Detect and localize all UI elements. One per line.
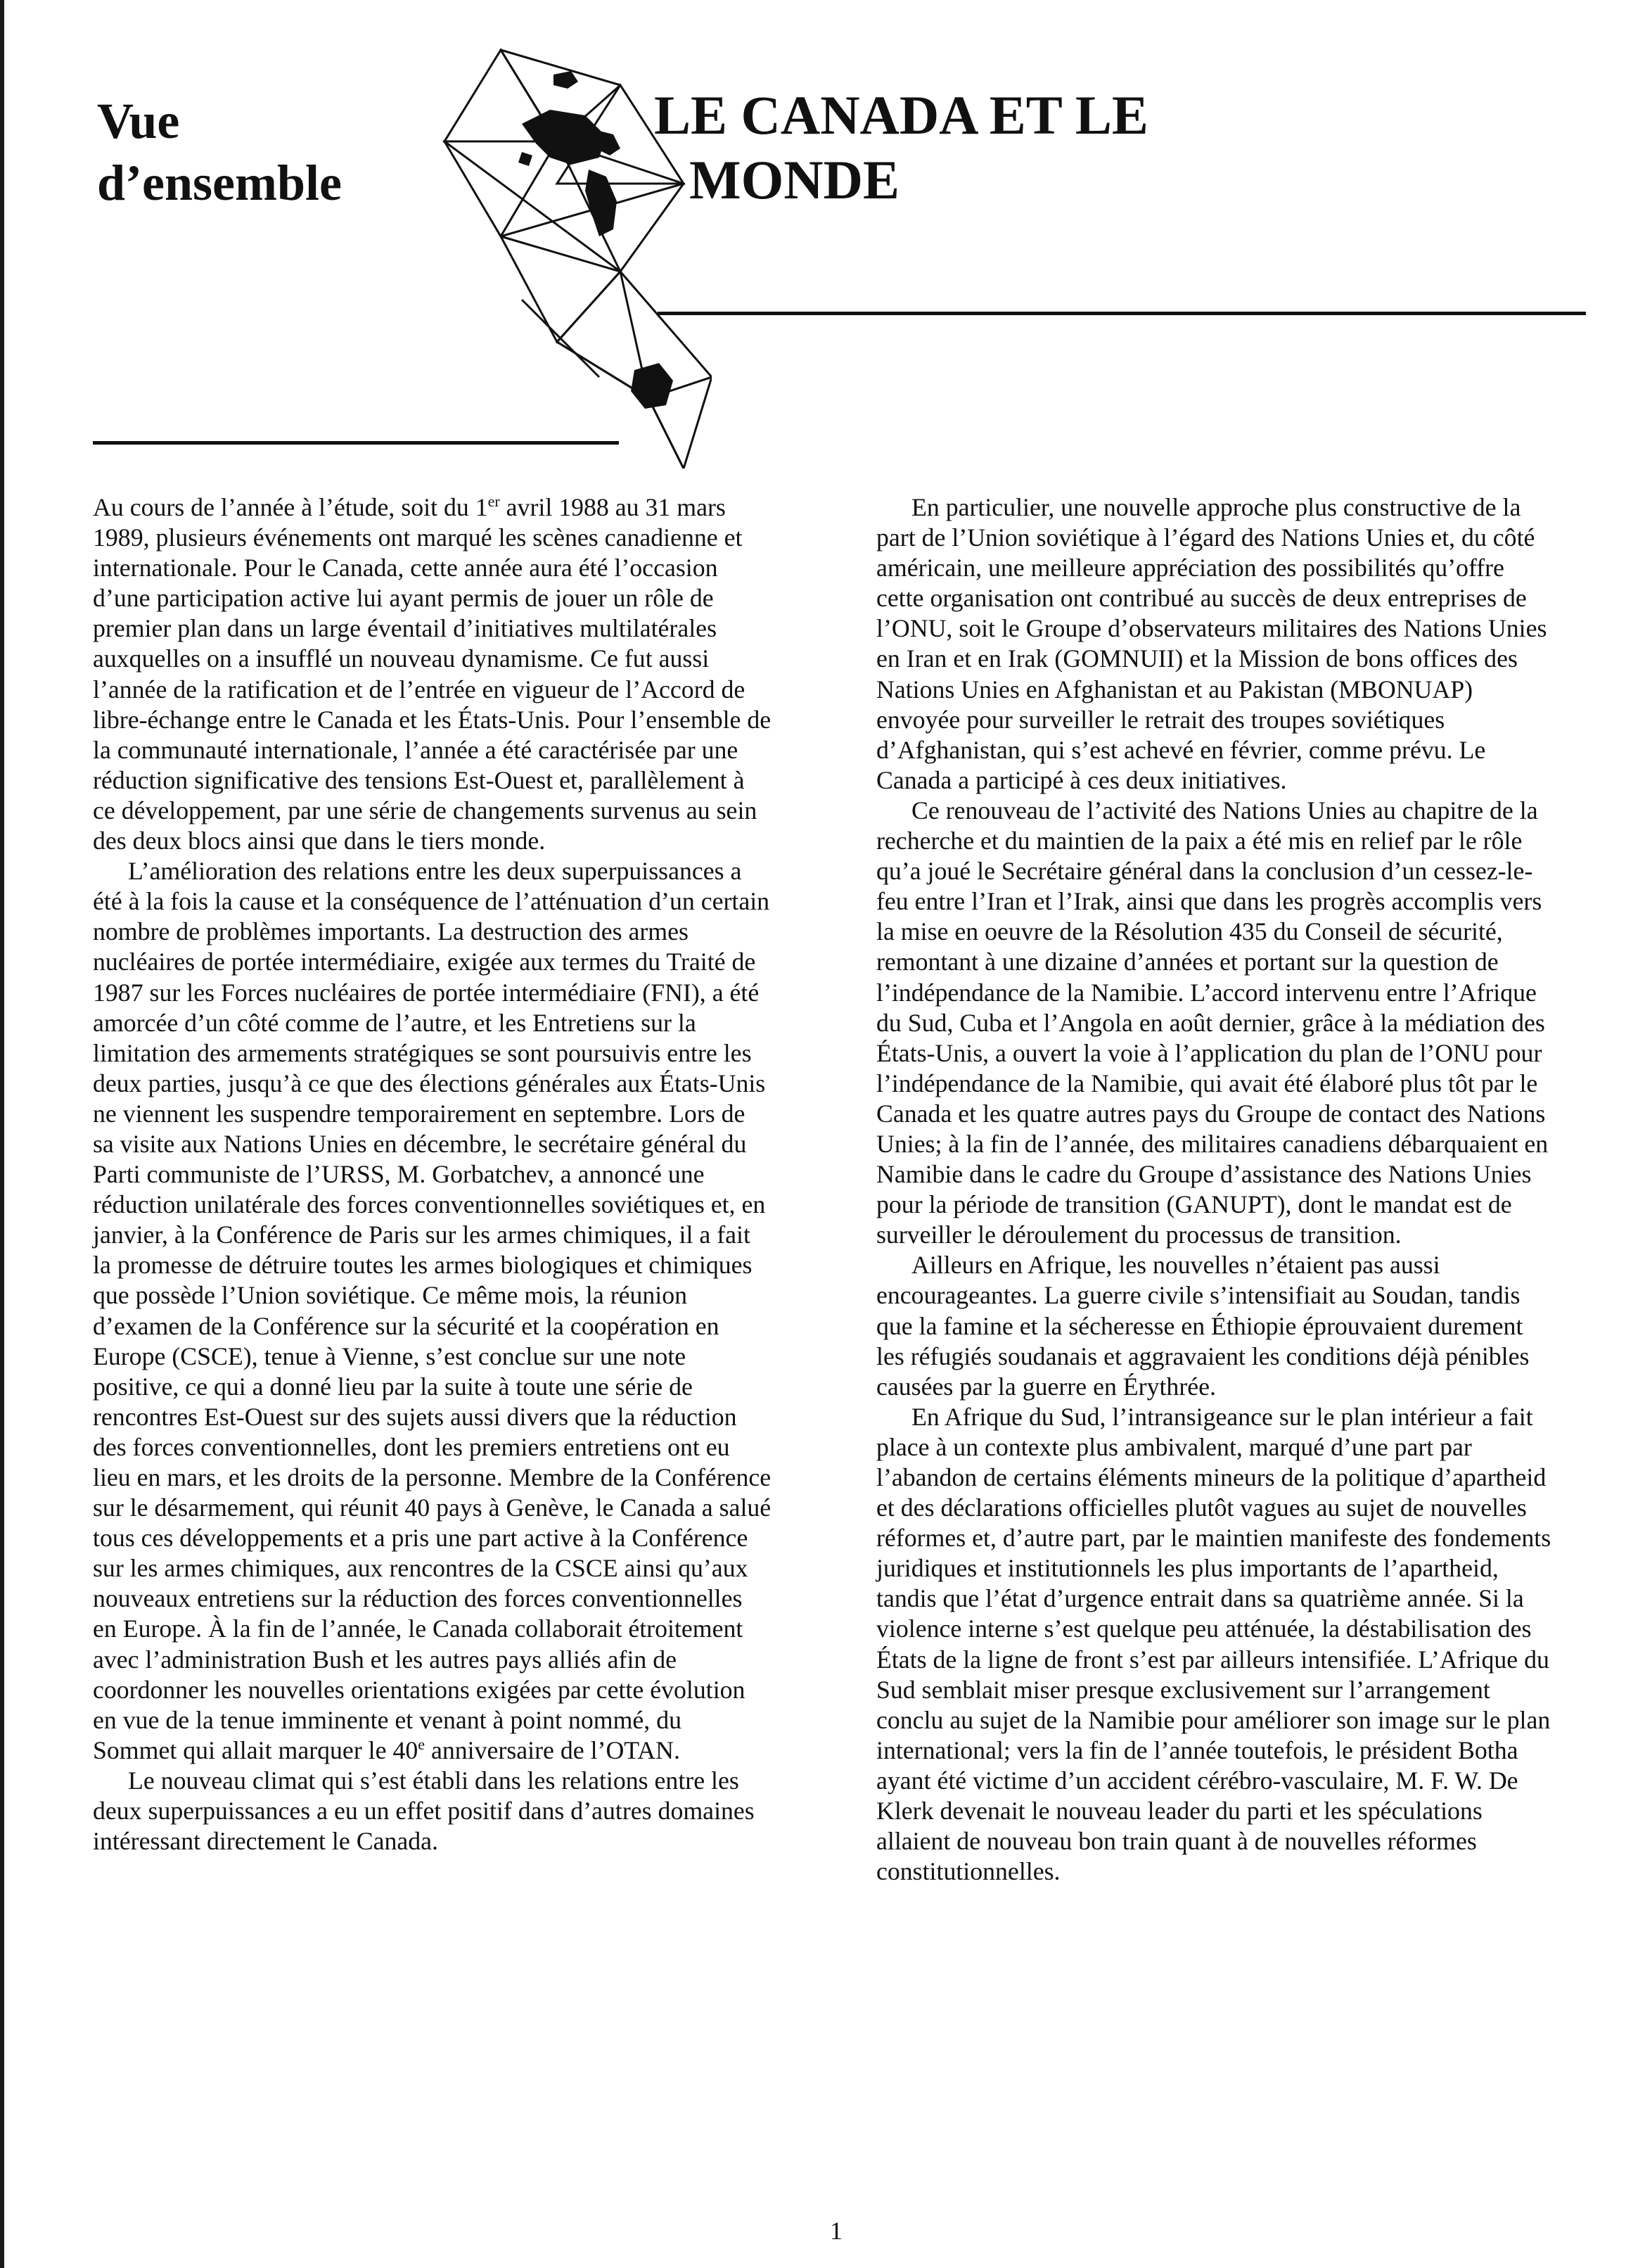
section-label-line2: d’ensemble — [97, 155, 342, 211]
title-rule — [658, 312, 1586, 315]
section-label-line1: Vue — [97, 93, 180, 149]
page-number: 1 — [830, 2217, 843, 2245]
section-label — [97, 90, 342, 214]
section-rule — [93, 441, 619, 445]
paragraph-text: anniversaire de l’OTAN. — [425, 1735, 680, 1764]
superscript: e — [418, 1735, 425, 1753]
left-column — [93, 492, 772, 1856]
paragraph-text: Au cours de l’année à l’étude, soit du 1 — [93, 493, 488, 521]
page-title-line2: MONDE — [689, 149, 900, 210]
superscript: er — [487, 492, 500, 511]
paragraph: Ce renouveau de l’activité des Nations Unies au chapitre de la recherche et du maintien de la paix a été mis en relief par le rôle qu’a joué le Secrétaire général dans la conclusion d’un cessez-le-feu entre l’Iran et l’Irak, ainsi que dans les progrès accomplis vers la mise en oeuvre de la Résolution 435 du Conseil de sécurité, remontant à une dizaine d’années et portant sur la question de l’indépendance de la Namibie. L’accord intervenu entre l’Afrique du Sud, Cuba et l’Angola en août dernier, grâce à la médiation des États-Unis, a ouvert la voie à l’application du plan de l’ONU pour l’indépendance de la Namibie, qui avait été élaboré plus tôt par le Canada et les quatre autres pays du Groupe de contact des Nations Unies; à la fin de l’année, des militaires canadiens débarquaient en Namibie dans le cadre du Groupe d’assistance des Nations Unies pour la période de transition (GANUPT), dont le mandat est de surveiller le déroulement du processus de transition. — [876, 796, 1549, 1249]
paragraph: Ailleurs en Afrique, les nouvelles n’étaient pas aussi encourageantes. La guerre civile s’intensifiait au Soudan, tandis que la famine et la sécheresse en Éthiopie éprouvaient durement les réfugiés soudanais et aggravaient les conditions déjà pénibles causées par la guerre en Érythrée. — [876, 1251, 1530, 1401]
page-title — [654, 83, 1148, 212]
paragraph — [93, 856, 772, 1766]
scan-edge — [0, 0, 4, 2268]
paragraph-text: L’amélioration des relations entre les deux superpuissances a été à la fois la cause et la conséquence de l’atténuation d’un certain nombre de problèmes importants. La destruction des armes nucléaires de portée intermédiaire, exigée aux termes du Traité de 1987 sur les Forces nucléaires de portée intermédiaire (FNI), a été amorcée d’un côté comme de l’autre, et les Entretiens sur la limitation des armements stratégiques se sont poursuivis entre les deux parties, jusqu’à ce que des élections générales aux États-Unis ne viennent les suspendre temporairement en septembre. Lors de sa visite aux Nations Unies en décembre, le secrétaire général du Parti communiste de l’URSS, M. Gorbatchev, a annoncé une réduction unilatérale des forces conventionnelles soviétiques et, en janvier, à la Conférence de Paris sur les armes chimiques, il a fait la promesse de détruire toutes les armes biologiques et chimiques que possède l’Union soviétique. Ce même mois, la réunion d’examen de la Conférence sur la sécurité et la coopération en Europe (CSCE), tenue à Vienne, s’est conclue sur une note positive, ce qui a donné lieu par la suite à toute une série de rencontres Est-Ouest sur des sujets aussi divers que la réduction des forces conventionnelles, dont les premiers entretiens ont eu lieu en mars, et les droits de la personne. Membre de la Conférence sur le désarmement, qui réunit 40 pays à Genève, le Canada a salué tous ces développements et a pris une part active à la Conférence sur les armes chimiques, aux rencontres de la CSCE ainsi qu’aux nouveaux entretiens sur la réduction des forces conventionnelles en Europe. À la fin de l’année, le Canada collaborait étroitement avec l’administration Bush et les autres pays alliés afin de coordonner les nouvelles orientations exigées par cette évolution en vue de la tenue imminente et venant à point nommé, du Sommet qui allait marquer le 40 — [93, 857, 772, 1764]
page-title-line1: LE CANADA ET LE — [654, 84, 1148, 146]
paragraph: En particulier, une nouvelle approche plus constructive de la part de l’Union soviétique à l’égard des Nations Unies et, du côté américain, une meilleure appréciation des possibilités qu’offre cette organisation ont contribué au succès de deux entreprises de l’ONU, soit le Groupe d’observateurs militaires des Nations Unies en Iran et en Irak (GOMNUII) et la Mission de bons offices des Nations Unies en Afghanistan et au Pakistan (MBONUAP) envoyée pour surveiller le retrait des troupes soviétiques d’Afghanistan, qui s’est achevé en février, comme prévu. Le Canada a participé à ces deux initiatives. — [876, 493, 1547, 794]
right-column — [876, 492, 1555, 1887]
paragraph — [93, 492, 772, 856]
paragraph: Le nouveau climat qui s’est établi dans les relations entre les deux superpuissances a eu un effet positif dans d’autres domaines intéressant directement le Canada. — [93, 1766, 755, 1856]
paragraph-text: avril 1988 au 31 mars 1989, plusieurs événements ont marqué les scènes canadienne et internationale. Pour le Canada, cette année aura été l’occasion d’une participation active lui ayant permis de jouer un rôle de premier plan dans un large éventail d’initiatives multilatérales auxquelles on a insufflé un nouveau dynamisme. Ce fut aussi l’année de la ratification et de l’entrée en vigueur de l’Accord de libre-échange entre le Canada et les États-Unis. Pour l’ensemble de la communauté internationale, l’année a été caractérisée par une réduction significative des tensions Est-Ouest et, parallèlement à ce développement, par une série de changements survenus au sein des deux blocs ainsi que dans le tiers monde. — [93, 493, 772, 855]
paragraph: En Afrique du Sud, l’intransigeance sur le plan intérieur a fait place à un contexte plus ambivalent, marqué d’une part par l’abandon de certains éléments mineurs de la politique d’apartheid et des déclarations officielles plutôt vagues au sujet de nouvelles réformes et, d’autre part, par le maintien manifeste des fondements juridiques et institutionnels les plus importants de l’apartheid, tandis que l’état d’urgence entrait dans sa quatrième année. Si la violence interne s’est quelque peu atténuée, la déstabilisation des États de la ligne de front s’est par ailleurs intensifiée. L’Afrique du Sud semblait miser presque exclusivement sur l’arrangement conclu au sujet de la Namibie pour améliorer son image sur le plan international; vers la fin de l’année toutefois, le président Botha ayant été victime d’un accident cérébro-vasculaire, M. F. W. De Klerk devenait le nouveau leader du parti et les spéculations allaient de nouveau bon train quant à de nouvelles réformes constitutionnelles. — [876, 1402, 1551, 1886]
